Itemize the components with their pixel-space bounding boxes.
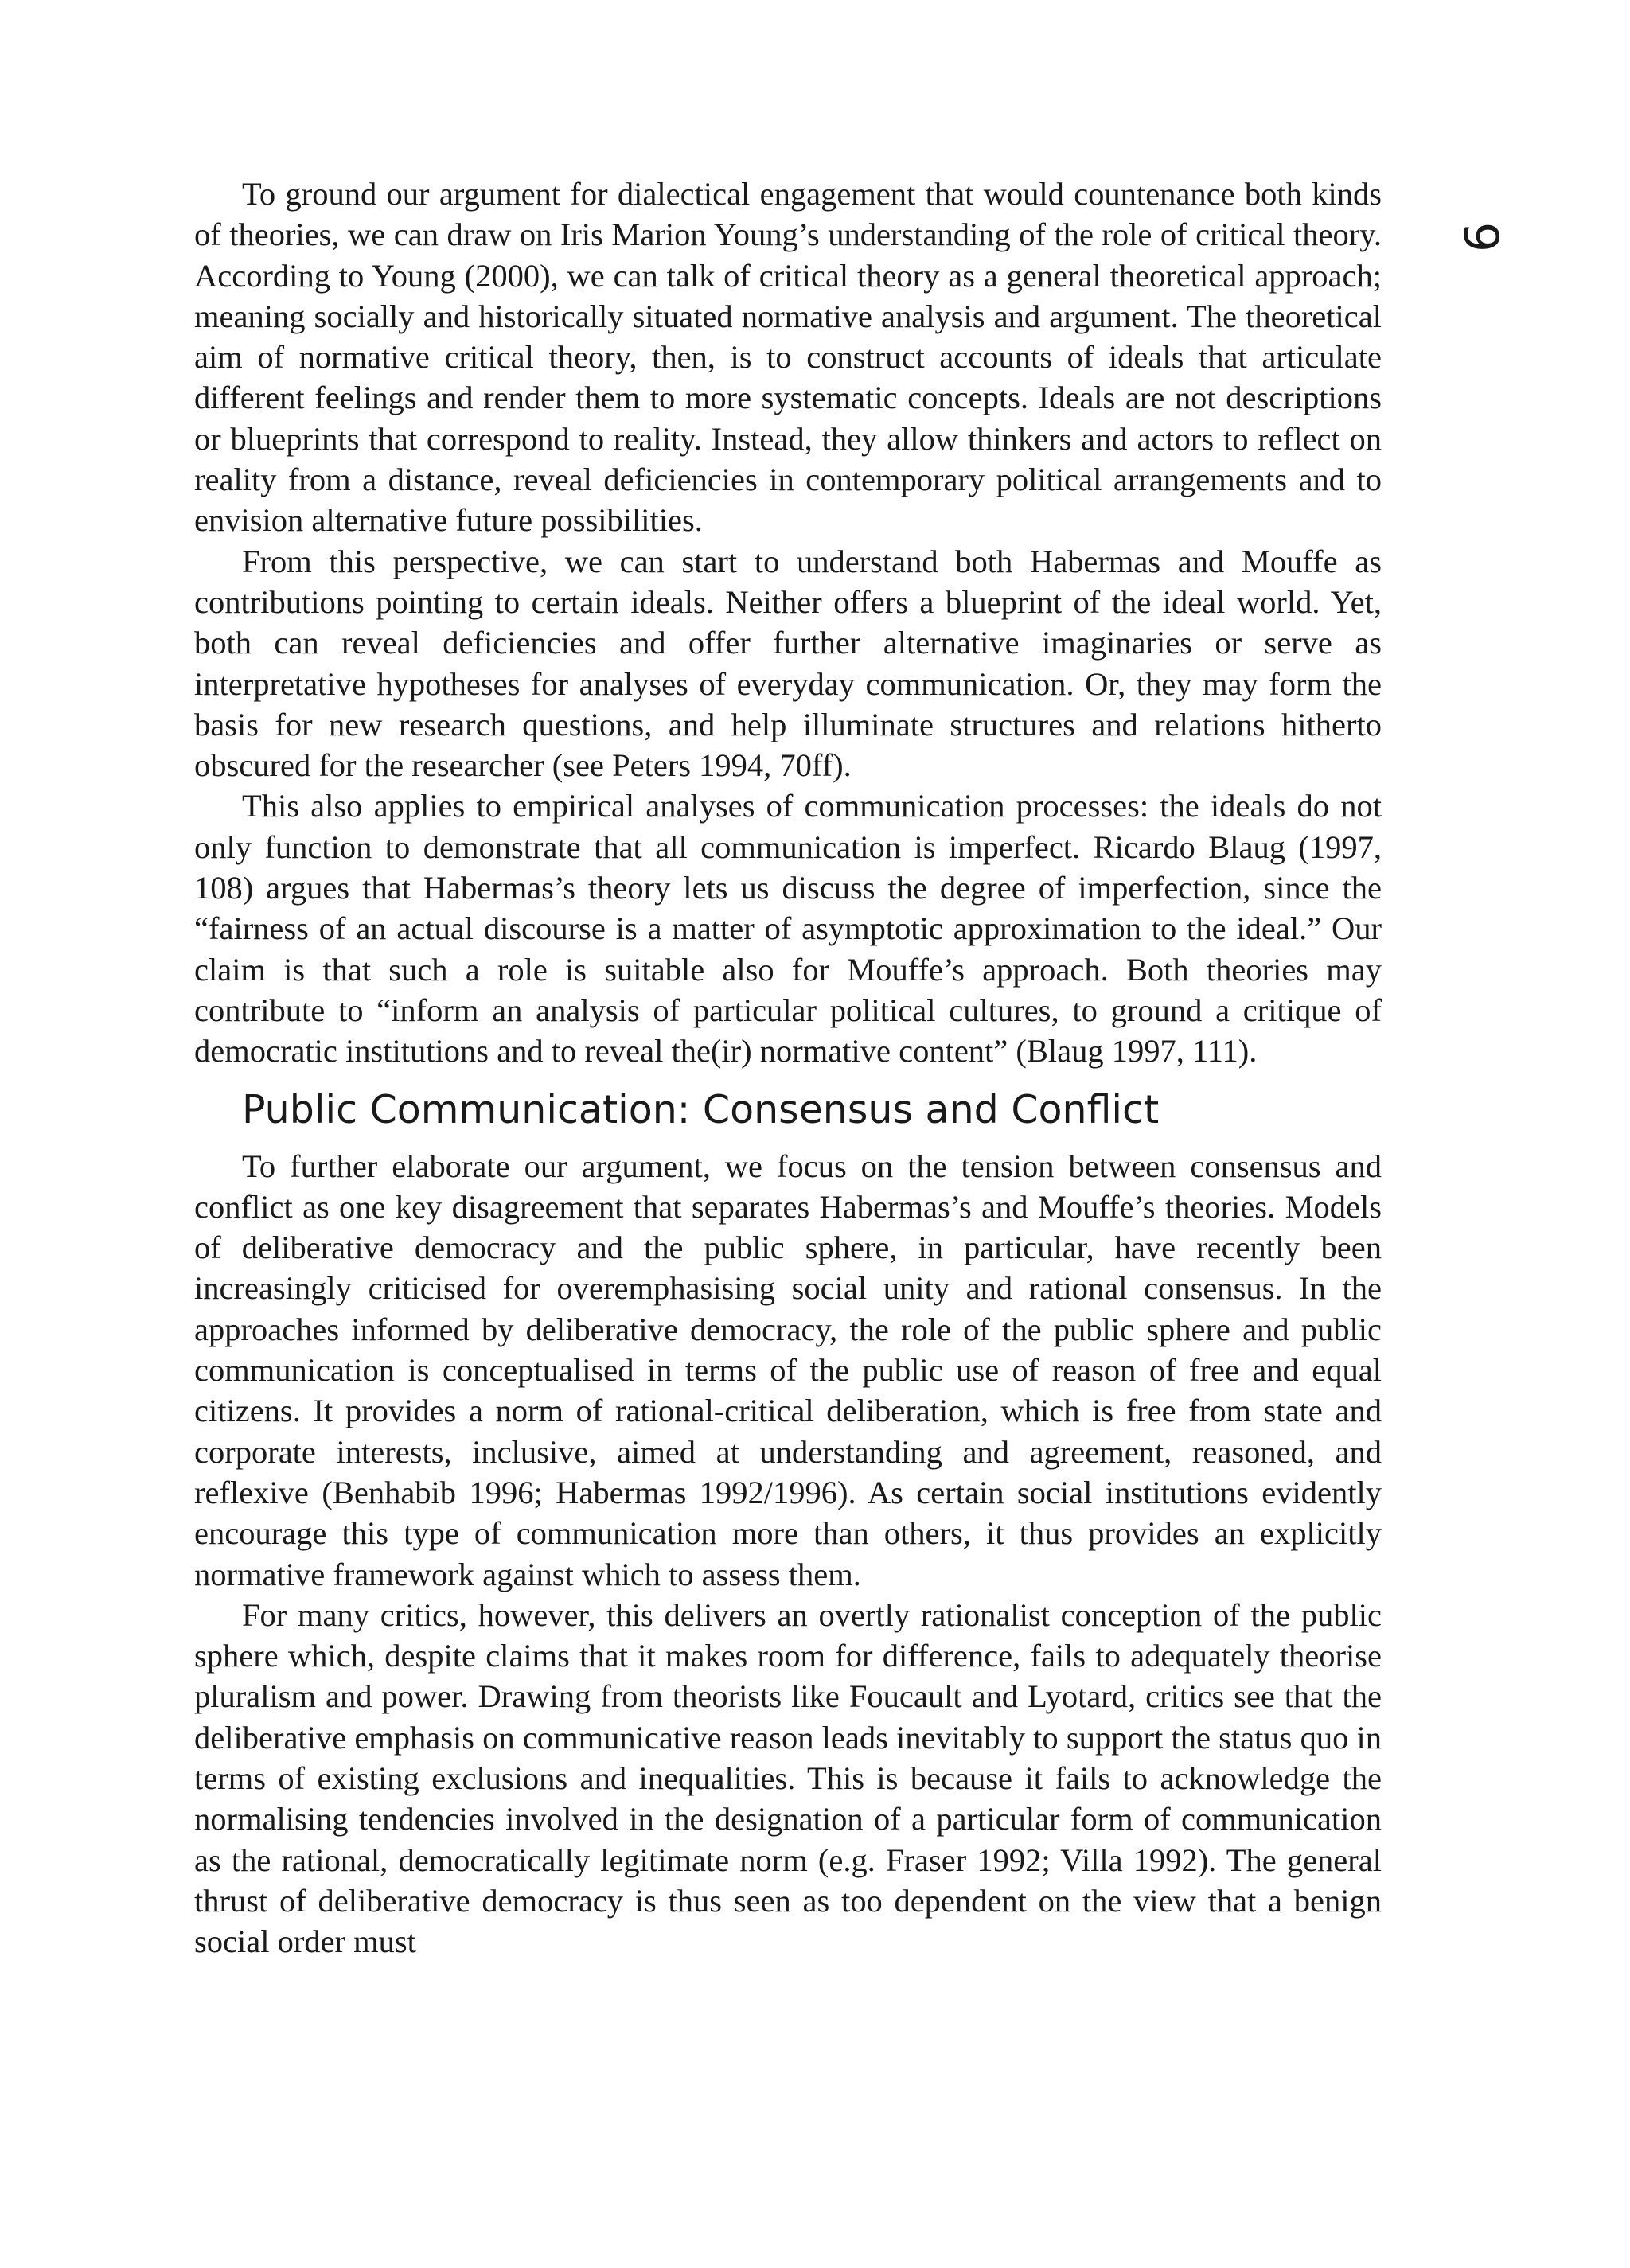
paragraph-habermas-mouffe-ideals: From this perspective, we can start to understand both Habermas and Mouffe as contributions pointing to certain ideals. Neither offers a blueprint of the ideal world. Yet, both can reveal deficiencies and offer further alternative imaginaries or serve as interpretative hypotheses for analyses of everyday communication. Or, they may form the basis for new research questions, and help illuminate structures and relations hitherto obscured for the researcher (see Peters 1994, 70ff). — [194, 543, 1382, 784]
paragraph-consensus-conflict: To further elaborate our argument, we focus on the tension between consensus and conflict as one key disagreement that separates Habermas’s and Mouffe’s theories. Models of deliberative democracy and the public sphere, in particular, have recently been increasingly criticised for overemphasising social unity and rational consensus. In the approaches informed by deliberative democracy, the role of the public sphere and public communication is conceptualised in terms of the public use of reason of free and equal citizens. It provides a norm of rational-critical deliberation, which is free from state and corporate interests, inclusive, aimed at understanding and agreement, reasoned, and reflexive (Benhabib 1996; Habermas 1992/1996). As certain social institutions evidently encourage this type of communication more than others, it thus provides an explicitly normative framework against which to assess them. — [194, 1148, 1382, 1592]
page-number: 9 — [1453, 221, 1508, 253]
paragraph-critical-theory: To ground our argument for dialectical engagement that would countenance both kinds of theories, we can draw on Iris Marion Young’s understanding of the role of critical theory. According to Young (2000), we can talk of critical theory as a general theoretical approach; meaning socially and historically situated normative analysis and argument. The theoretical aim of normative critical theory, then, is to construct accounts of ideals that articulate different feelings and render them to more systematic concepts. Ideals are not descriptions or blueprints that correspond to reality. Instead, they allow thinkers and actors to reflect on reality from a distance, reveal deficiencies in contemporary political arrangements and to envision alternative future possibilities. — [194, 176, 1382, 539]
paragraph-critics: For many critics, however, this delivers an overtly rationalist conception of the public sphere which, despite claims that it makes room for difference, fails to adequately theorise pluralism and power. Drawing from theorists like Foucault and Lyotard, critics see that the deliberative emphasis on communicative reason leads inevitably to support the status quo in terms of existing exclusions and inequalities. This is because it fails to acknowledge the normalising tendencies involved in the designation of a particular form of communication as the rational, democratically legitimate norm (e.g. Fraser 1992; Villa 1992). The general thrust of deliberative democracy is thus seen as too dependent on the view that a benign social order must — [194, 1596, 1382, 1960]
body-text — [194, 173, 1382, 1962]
section-heading: Public Communication: Consensus and Conflict — [242, 1086, 1160, 1132]
paragraph-empirical-analyses: This also applies to empirical analyses of communication processes: the ideals do not only function to demonstrate that all communication is imperfect. Ricardo Blaug (1997, 108) argues that Habermas’s theory lets us discuss the degree of imperfection, since the “fairness of an actual discourse is a matter of asymptotic approximation to the ideal.” Our claim is that such a role is suitable also for Mouffe’s approach. Both theories may contribute to “inform an analysis of particular political cultures, to ground a critique of democratic institutions and to reveal the(ir) normative content” (Blaug 1997, 111). — [194, 788, 1382, 1070]
